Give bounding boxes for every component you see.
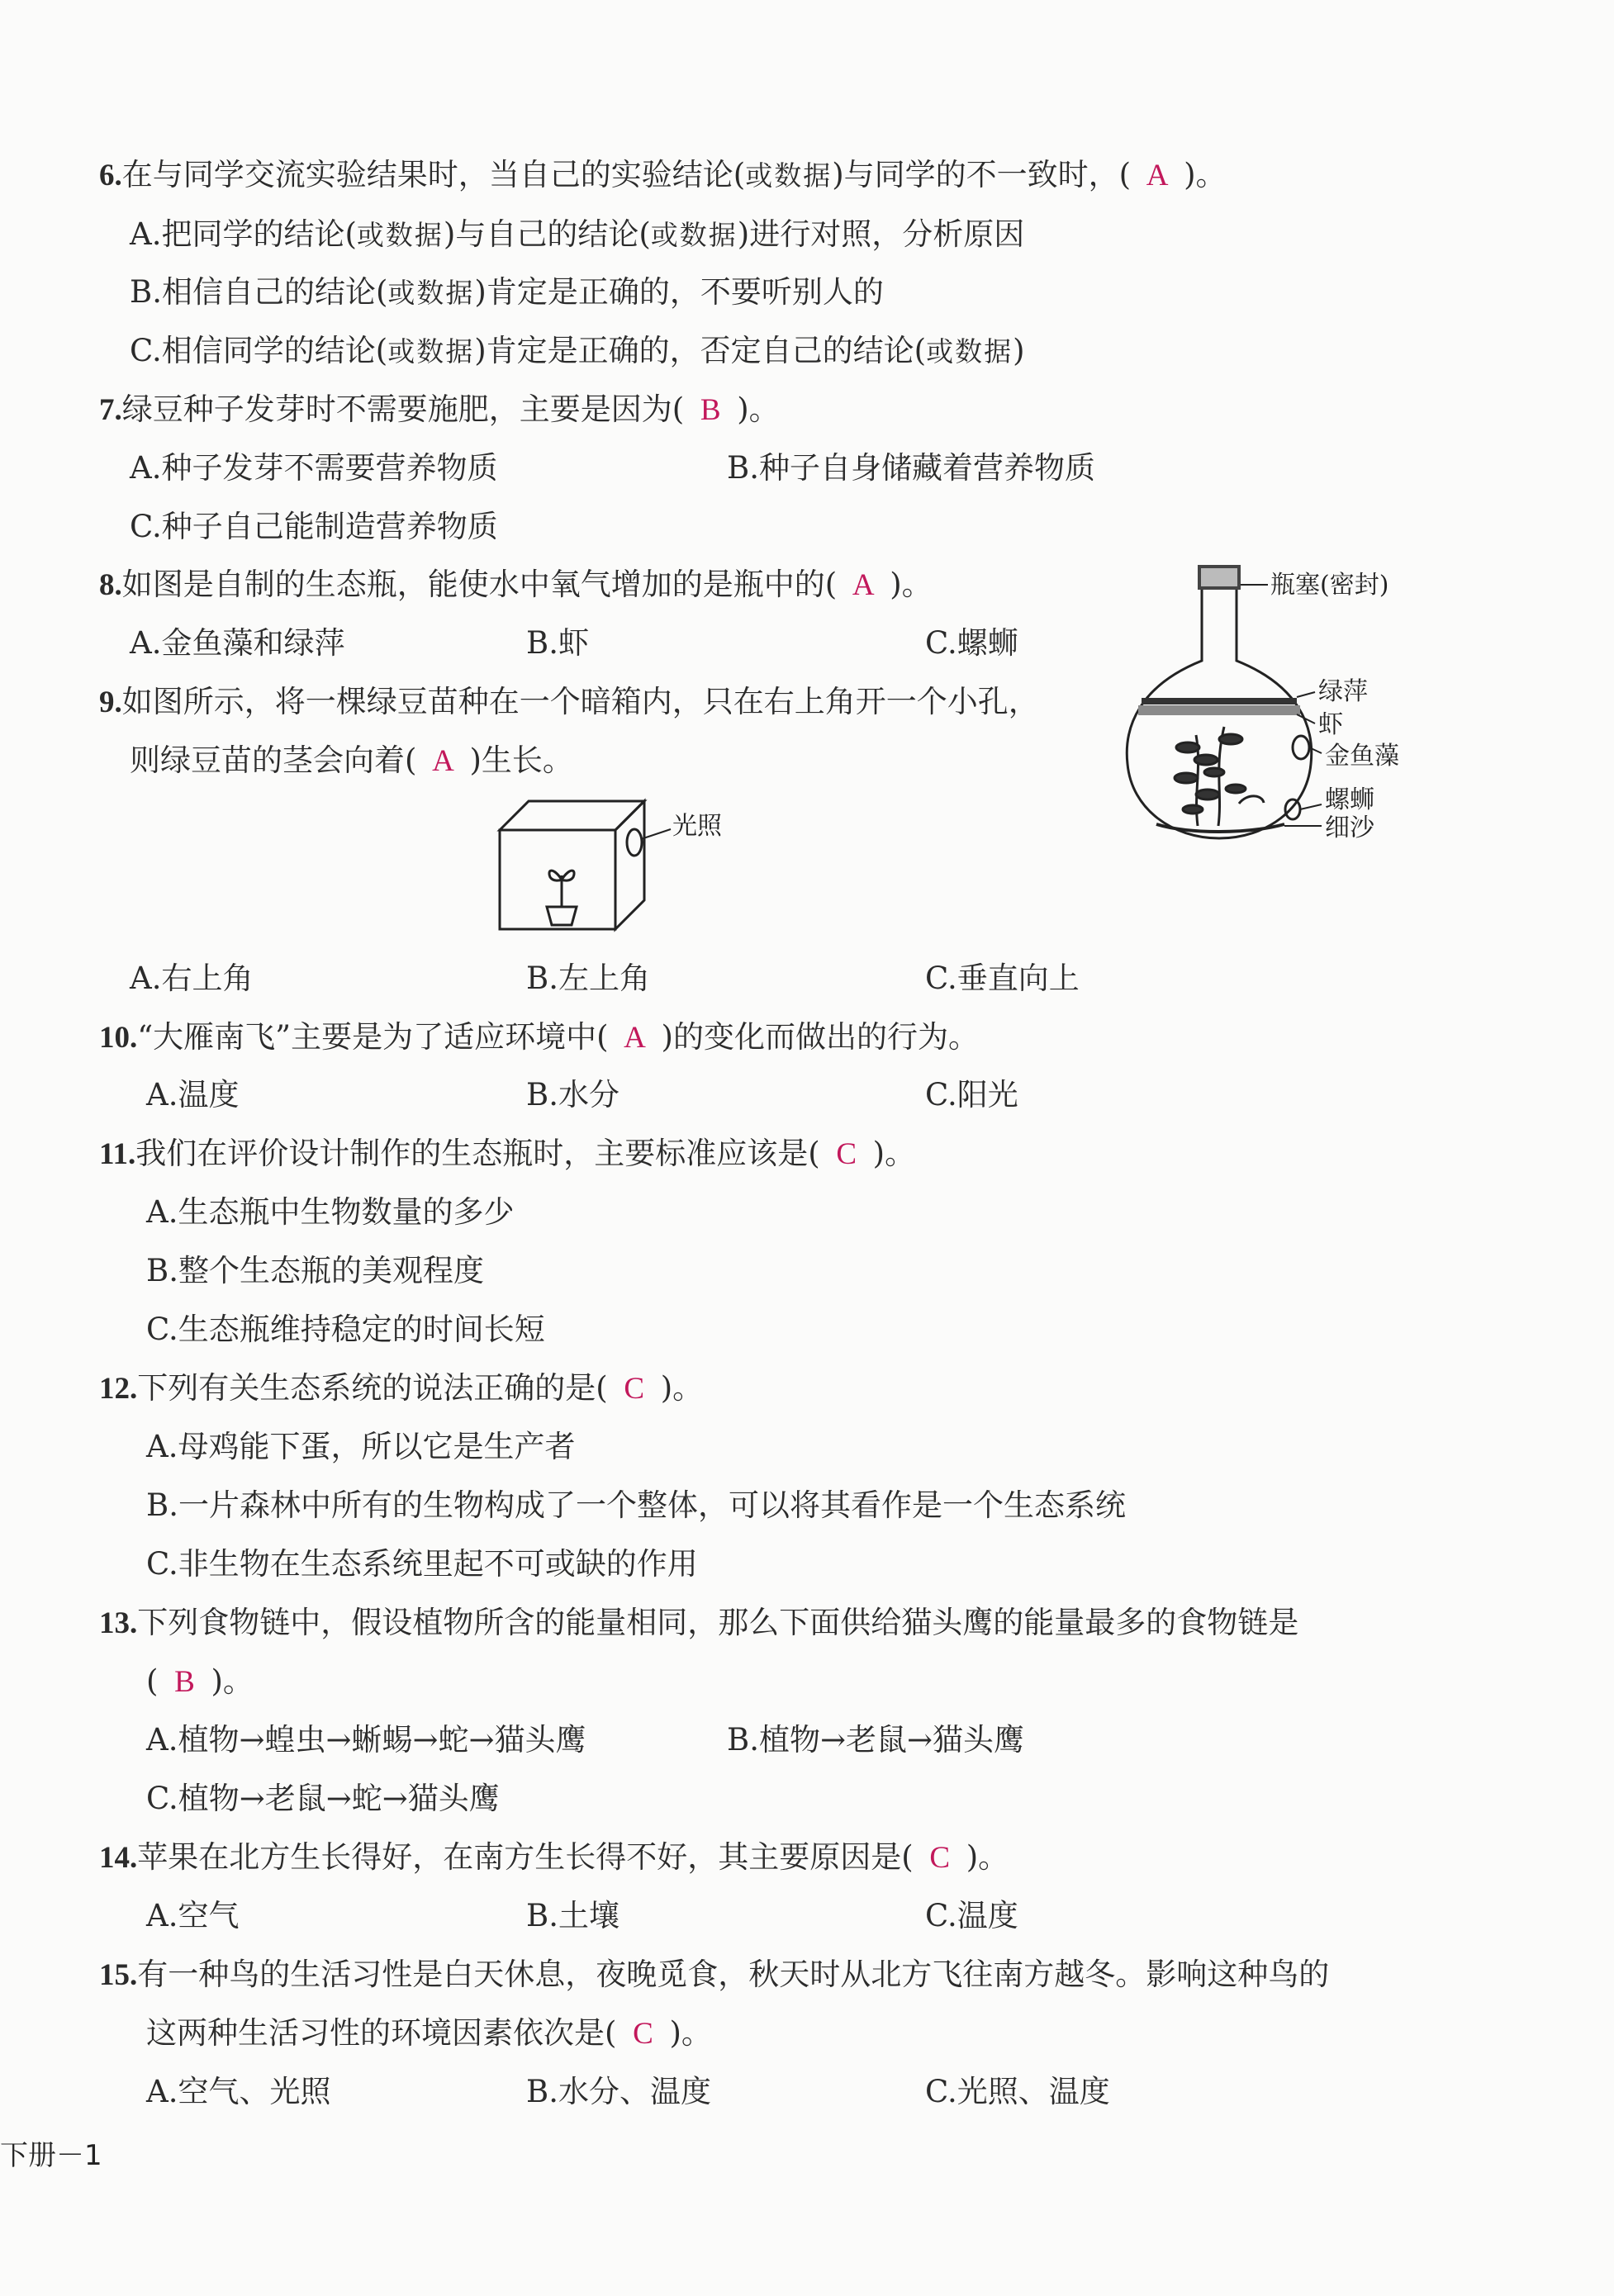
q15-answer: C <box>633 2017 653 2051</box>
q12-answer: C <box>624 1372 645 1406</box>
q6-option-c: C.相信同学的结论(或数据)肯定是正确的，否定自己的结论(或数据) <box>130 333 1025 368</box>
q12-option-b: B.一片森林中所有的生物构成了一个整体，可以将其看作是一个生态系统 <box>146 1487 1126 1523</box>
q10-option-c: C.阳光 <box>925 1077 1018 1112</box>
q14-option-c: C.温度 <box>925 1898 1018 1933</box>
q9-stem: 9.如图所示，将一棵绿豆苗种在一个暗箱内，只在右上角开一个小孔， <box>99 684 1039 719</box>
q13-answer: B <box>174 1665 195 1699</box>
q6-number: 6. <box>99 159 122 192</box>
fine-sand <box>1156 824 1284 832</box>
q9-option-a: A.右上角 <box>130 961 254 996</box>
ecosystem-bottle-figure <box>1123 562 1470 859</box>
q8-option-a: A.金鱼藻和绿萍 <box>130 625 345 661</box>
q6-stem: 6.在与同学交流实验结果时，当自己的实验结论(或数据)与同学的不一致时，( A )。 <box>99 155 1227 196</box>
q13-option-a: A.植物→蝗虫→蜥蜴→蛇→猫头鹰 <box>146 1722 586 1758</box>
shrimp <box>1239 796 1264 804</box>
q9-option-c: C.垂直向上 <box>925 961 1080 996</box>
q9-option-b: B.左上角 <box>526 961 650 996</box>
q11-answer: C <box>836 1137 857 1171</box>
q8-number: 8. <box>99 568 122 602</box>
q11-stem: 11.我们在评价设计制作的生态瓶时，主要标准应该是( C )。 <box>99 1134 915 1174</box>
q14-option-b: B.土壤 <box>526 1898 619 1933</box>
q13-stem-line2: ( B )。 <box>146 1662 254 1702</box>
q11-option-b: B.整个生态瓶的美观程度 <box>146 1253 484 1288</box>
hornwort-plant <box>1175 727 1246 826</box>
label-stopper: 瓶塞(密封) <box>1270 571 1389 600</box>
q12-number: 12. <box>99 1372 138 1406</box>
label-sand: 细沙 <box>1325 814 1374 842</box>
q7-option-b: B.种子自身储藏着营养物质 <box>727 450 1095 486</box>
label-hornwort: 金鱼藻 <box>1325 742 1399 771</box>
label-snail: 螺蛳 <box>1325 785 1374 814</box>
q10-number: 10. <box>99 1021 138 1055</box>
q13-option-b: B.植物→老鼠→猫头鹰 <box>727 1722 1024 1758</box>
q15-number: 15. <box>99 1958 138 1992</box>
label-light: 光照 <box>672 812 722 841</box>
q9-number: 9. <box>99 685 122 719</box>
q14-option-a: A.空气 <box>146 1898 240 1933</box>
q10-stem: 10.“大雁南飞”主要是为了适应环境中( A )的变化而做出的行为。 <box>99 1018 979 1058</box>
q7-answer: B <box>700 393 721 427</box>
q7-number: 7. <box>99 393 122 427</box>
q11-option-a: A.生态瓶中生物数量的多少 <box>146 1194 515 1230</box>
q7-option-a: A.种子发芽不需要营养物质 <box>130 450 498 486</box>
q10-option-a: A.温度 <box>146 1077 240 1112</box>
dark-box-figure <box>496 793 760 933</box>
q10-answer: A <box>624 1021 646 1055</box>
q8-stem: 8.如图是自制的生态瓶，能使水中氧气增加的是瓶中的( A )。 <box>99 565 933 605</box>
q9-answer: A <box>432 744 454 778</box>
label-shrimp: 虾 <box>1318 710 1343 739</box>
q12-stem: 12.下列有关生态系统的说法正确的是( C )。 <box>99 1369 703 1409</box>
q7-option-c: C.种子自己能制造营养物质 <box>130 509 498 544</box>
q9-stem-line2: 则绿豆苗的茎会向着( A )生长。 <box>130 741 573 781</box>
q12-option-c: C.非生物在生态系统里起不可或缺的作用 <box>146 1546 698 1582</box>
q11-option-c: C.生态瓶维持稳定的时间长短 <box>146 1312 545 1347</box>
snail <box>1293 736 1309 759</box>
q8-answer: A <box>852 568 875 602</box>
q15-stem: 15.有一种鸟的生活习性是白天休息，夜晚觅食，秋天时从北方飞往南方越冬。影响这种鸟的 <box>99 1957 1330 1992</box>
q15-option-c: C.光照、温度 <box>925 2074 1110 2109</box>
q13-number: 13. <box>99 1606 138 1640</box>
q8-option-c: C.螺蛳 <box>925 625 1018 661</box>
q12-option-a: A.母鸡能下蛋，所以它是生产者 <box>146 1429 576 1464</box>
label-duckweed: 绿萍 <box>1318 677 1368 706</box>
q15-option-a: A.空气、光照 <box>146 2074 331 2109</box>
duckweed-layer <box>1142 698 1297 704</box>
q6-option-b: B.相信自己的结论(或数据)肯定是正确的，不要听别人的 <box>130 274 884 310</box>
page-footer-label: 下册－1 <box>0 2139 102 2172</box>
q11-number: 11. <box>99 1137 136 1171</box>
light-hole <box>627 829 642 856</box>
q13-stem: 13.下列食物链中，假设植物所含的能量相同，那么下面供给猫头鹰的能量最多的食物链是 <box>99 1605 1299 1640</box>
q6-option-a: A.把同学的结论(或数据)与自己的结论(或数据)进行对照，分析原因 <box>130 216 1025 252</box>
q8-option-b: B.虾 <box>526 625 589 661</box>
q7-stem: 7.绿豆种子发芽时不需要施肥，主要是因为( B )。 <box>99 390 780 430</box>
bean-seedling <box>547 870 577 925</box>
q15-option-b: B.水分、温度 <box>526 2074 711 2109</box>
q14-number: 14. <box>99 1841 138 1875</box>
q10-option-b: B.水分 <box>526 1077 619 1112</box>
q14-answer: C <box>929 1841 951 1875</box>
q6-answer: A <box>1146 159 1169 192</box>
q13-option-c: C.植物→老鼠→蛇→猫头鹰 <box>146 1781 500 1816</box>
q14-stem: 14.苹果在北方生长得好，在南方生长得不好，其主要原因是( C )。 <box>99 1838 1009 1878</box>
q15-stem-line2: 这两种生活习性的环境因素依次是( C )。 <box>146 2014 712 2054</box>
